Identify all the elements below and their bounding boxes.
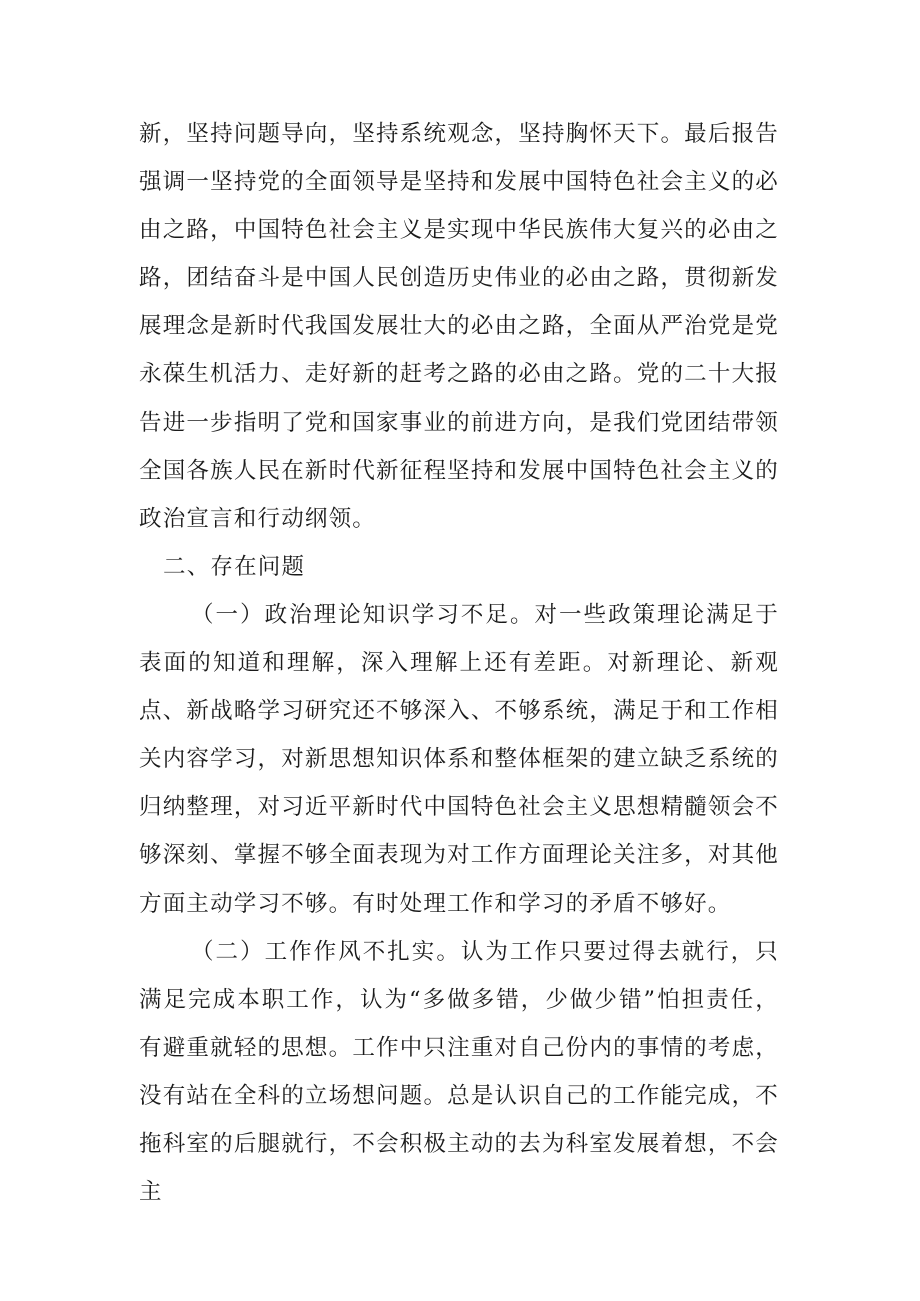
- paragraph-item-2: （二）工作作风不扎实。认为工作只要过得去就行，只满足完成本职工作，认为“多做多错，少做少错”怕担责任，有避重就轻的思想。工作中只注重对自己份内的事情的考虑，没有站在全科的立场想问题。总是认识自己的工作能完成，不拖科室的后腿就行，不会积极主动的去为科室发展着想，不会主: [139, 938, 779, 1206]
- document-body: [139, 110, 779, 1216]
- section-heading: 二、存在问题: [163, 553, 306, 580]
- paragraph-item-1: （一）政治理论知识学习不足。对一些政策理论满足于表面的知道和理解，深入理解上还有差距。对新理论、新观点、新战略学习研究还不够深入、不够系统，满足于和工作相关内容学习，对新思想知识体系和整体框架的建立缺乏系统的归纳整理，对习近平新时代中国特色社会主义思想精髓领会不够深刻、掌握不够全面表现为对工作方面理论关注多，对其他方面主动学习不够。有时处理工作和学习的矛盾不够好。: [139, 601, 779, 917]
- paragraph-continued: 新，坚持问题导向，坚持系统观念，坚持胸怀天下。最后报告强调一坚持党的全面领导是坚持和发展中国特色社会主义的必由之路，中国特色社会主义是实现中华民族伟大复兴的必由之路，团结奋斗是中国人民创造历史伟业的必由之路，贯彻新发展理念是新时代我国发展壮大的必由之路，全面从严治党是党永葆生机活力、走好新的赶考之路的必由之路。党的二十大报告进一步指明了党和国家事业的前进方向，是我们党团结带领全国各族人民在新时代新征程坚持和发展中国特色社会主义的政治宣言和行动纲领。: [139, 121, 779, 532]
